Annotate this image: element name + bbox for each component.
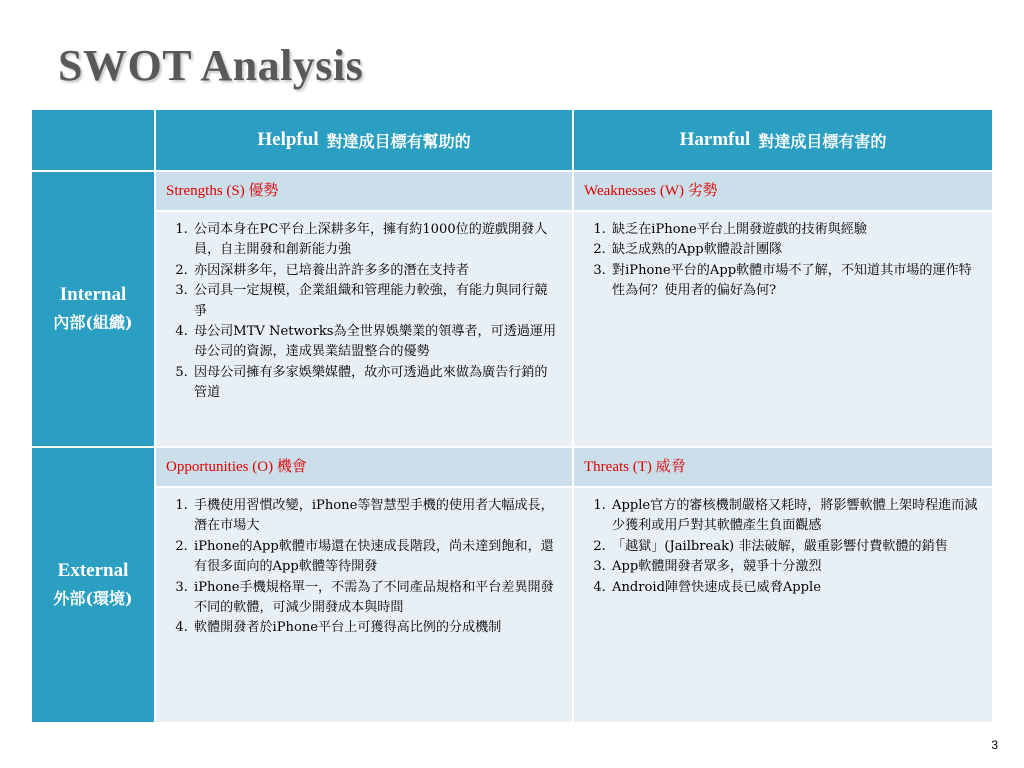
opportunities-list — [166, 496, 560, 639]
threats-label: Threats (T) 威脅 — [574, 448, 992, 486]
list-item: 2. 「越獄」(Jailbreak) 非法破解，嚴重影響付費軟體的銷售 — [610, 537, 980, 557]
weaknesses-label: Weaknesses (W) 劣勢 — [574, 172, 992, 210]
internal-label-zh: 內部(組織) — [53, 313, 133, 332]
helpful-header — [156, 110, 572, 170]
threats-body — [574, 488, 992, 722]
external-label-zh: 外部(環境) — [53, 589, 133, 608]
weaknesses-list — [584, 220, 980, 302]
corner-cell — [32, 110, 154, 170]
opportunities-body — [156, 488, 572, 722]
internal-label — [32, 172, 154, 446]
external-label — [32, 448, 154, 722]
list-item: 1. 缺乏在iPhone平台上開發遊戲的技術與經驗 — [610, 220, 980, 240]
list-item: 2. 亦因深耕多年，已培養出許許多多的潛在支持者 — [192, 261, 560, 281]
list-item: 5. 因母公司擁有多家娛樂媒體，故亦可透過此來做為廣告行銷的管道 — [192, 363, 560, 404]
list-item: 2. iPhone的App軟體市場還在快速成長階段，尚未達到飽和，還有很多面向的App軟體等待開發 — [192, 537, 560, 578]
list-item: 3. 公司具一定規模，企業組織和管理能力較強，有能力與同行競爭 — [192, 281, 560, 322]
page-number: 3 — [991, 738, 998, 752]
external-label-en: External — [57, 560, 129, 581]
strengths-body — [156, 212, 572, 446]
harmful-header-en: Harmful — [679, 129, 751, 150]
list-item: 1. 手機使用習慣改變，iPhone等智慧型手機的使用者大幅成長，潛在市場大 — [192, 496, 560, 537]
list-item: 1. Apple官方的審核機制嚴格又耗時，將影響軟體上架時程進而減少獲利或用戶對其軟體產生負面觀感 — [610, 496, 980, 537]
harmful-header-zh: 對達成目標有害的 — [758, 131, 887, 151]
weaknesses-body — [574, 212, 992, 446]
list-item: 3. App軟體開發者眾多，競爭十分激烈 — [610, 557, 980, 577]
strengths-label: Strengths (S) 優勢 — [156, 172, 572, 210]
list-item: 3. iPhone手機規格單一，不需為了不同產品規格和平台差異開發不同的軟體，可減少開發成本與時間 — [192, 578, 560, 619]
opportunities-label: Opportunities (O) 機會 — [156, 448, 572, 486]
list-item: 2. 缺乏成熟的App軟體設計團隊 — [610, 240, 980, 260]
list-item: 4. 母公司MTV Networks為全世界娛樂業的領導者，可透過運用母公司的資源，達成異業結盟整合的優勢 — [192, 322, 560, 363]
slide-title: SWOT Analysis — [58, 41, 364, 90]
helpful-header-en: Helpful — [257, 129, 319, 150]
list-item: 3. 對iPhone平台的App軟體市場不了解，不知道其市場的運作特性為何？使用者的偏好為何? — [610, 261, 980, 302]
strengths-list — [166, 220, 560, 404]
list-item: 1. 公司本身在PC平台上深耕多年，擁有約1000位的遊戲開發人員，自主開發和創新能力強 — [192, 220, 560, 261]
list-item: 4. 軟體開發者於iPhone平台上可獲得高比例的分成機制 — [192, 618, 560, 638]
internal-label-en: Internal — [59, 284, 127, 305]
swot-table — [32, 110, 992, 722]
harmful-header — [574, 110, 992, 170]
list-item: 4. Android陣營快速成長已威脅Apple — [610, 578, 980, 598]
helpful-header-zh: 對達成目標有幫助的 — [326, 131, 471, 151]
threats-list — [584, 496, 980, 598]
